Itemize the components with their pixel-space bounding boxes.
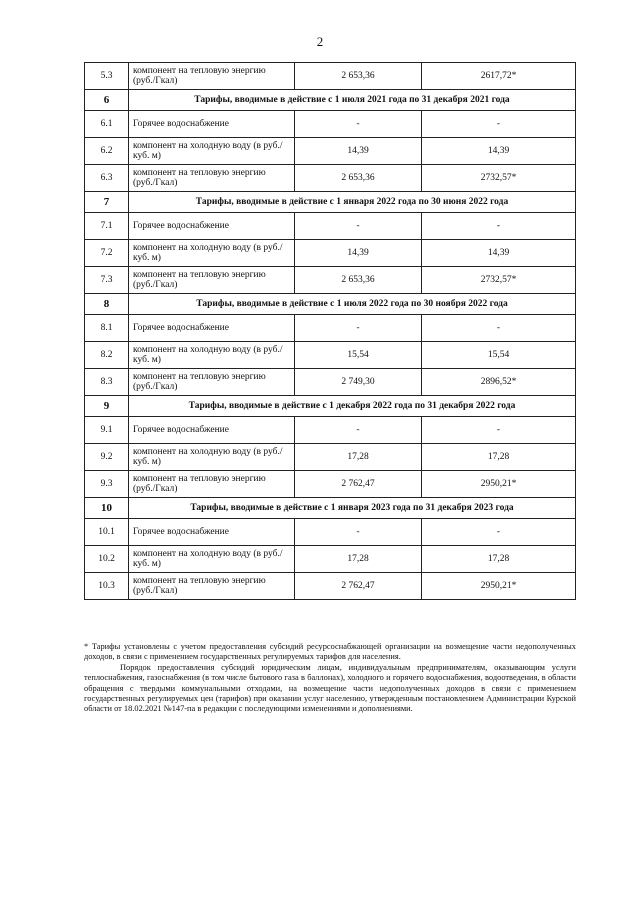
row-name: Горячее водоснабжение	[129, 519, 295, 546]
table-row	[85, 111, 576, 138]
table-row	[85, 417, 576, 444]
row-value-2: -	[422, 111, 576, 138]
row-value-1: 14,39	[295, 240, 422, 267]
row-name: компонент на холодную воду (в руб./куб. м)	[129, 240, 295, 267]
row-value-1: -	[295, 519, 422, 546]
row-value-2: 2950,21*	[422, 471, 576, 498]
table-row	[85, 444, 576, 471]
footnote	[84, 642, 576, 715]
table-row	[85, 546, 576, 573]
row-value-2: -	[422, 213, 576, 240]
row-name: компонент на тепловую энергию (руб./Гкал)	[129, 267, 295, 294]
table-row	[85, 165, 576, 192]
row-value-1: 14,39	[295, 138, 422, 165]
page-number: 2	[316, 34, 324, 49]
row-value-2: 2896,52*	[422, 369, 576, 396]
section-row	[85, 498, 576, 519]
row-number: 10.3	[85, 573, 129, 600]
section-period: Тарифы, вводимые в действие с 1 января 2023 года по 31 декабря 2023 года	[129, 498, 576, 519]
row-value-2: -	[422, 417, 576, 444]
row-value-1: -	[295, 315, 422, 342]
table-row	[85, 138, 576, 165]
row-value-1: 17,28	[295, 444, 422, 471]
row-name: Горячее водоснабжение	[129, 417, 295, 444]
section-row	[85, 90, 576, 111]
row-value-1: 2 653,36	[295, 165, 422, 192]
row-value-1: 2 749,30	[295, 369, 422, 396]
table-row	[85, 573, 576, 600]
row-value-1: 15,54	[295, 342, 422, 369]
row-name: компонент на тепловую энергию (руб./Гкал)	[129, 471, 295, 498]
footnote-order: Порядок предоставления субсидий юридическим лицам, индивидуальным предпринимателям, оказывающим услуги теплоснабжения, газоснабжения (в том числе бытового газа в баллонах), холодного и горячего водоснабжения, водоотведения, в области обращения с твердыми коммунальными отходами, на возмещение части недополученных доходов в связи с применением государственных регулируемых цен (тарифов) при оказании услуг населению, утвержденным постановлением Администрации Курской области от 18.02.2021 №147-па в редакции с последующими изменениями и дополнениями.	[84, 662, 576, 714]
row-value-2: 14,39	[422, 240, 576, 267]
section-number: 6	[85, 90, 129, 111]
section-number: 9	[85, 396, 129, 417]
row-value-2: 15,54	[422, 342, 576, 369]
section-number: 10	[85, 498, 129, 519]
row-number: 8.3	[85, 369, 129, 396]
row-name: Горячее водоснабжение	[129, 315, 295, 342]
row-value-2: 17,28	[422, 444, 576, 471]
row-name: компонент на тепловую энергию (руб./Гкал)	[129, 573, 295, 600]
row-value-1: 2 762,47	[295, 471, 422, 498]
table-row	[85, 342, 576, 369]
row-name: компонент на холодную воду (в руб./куб. м)	[129, 444, 295, 471]
row-number: 9.2	[85, 444, 129, 471]
row-number: 5.3	[85, 63, 129, 90]
row-number: 6.2	[85, 138, 129, 165]
row-value-1: -	[295, 111, 422, 138]
section-period: Тарифы, вводимые в действие с 1 декабря 2022 года по 31 декабря 2022 года	[129, 396, 576, 417]
tariff-table	[84, 62, 576, 600]
table-row	[85, 63, 576, 90]
table-row	[85, 519, 576, 546]
row-number: 10.2	[85, 546, 129, 573]
section-number: 7	[85, 192, 129, 213]
row-value-2: 17,28	[422, 546, 576, 573]
table-row	[85, 213, 576, 240]
row-name: Горячее водоснабжение	[129, 111, 295, 138]
row-number: 7.2	[85, 240, 129, 267]
row-number: 6.1	[85, 111, 129, 138]
row-name: компонент на тепловую энергию (руб./Гкал)	[129, 63, 295, 90]
row-value-2: 14,39	[422, 138, 576, 165]
row-name: Горячее водоснабжение	[129, 213, 295, 240]
row-number: 9.3	[85, 471, 129, 498]
row-name: компонент на тепловую энергию (руб./Гкал)	[129, 165, 295, 192]
row-name: компонент на холодную воду (в руб./куб. м)	[129, 546, 295, 573]
row-value-2: 2950,21*	[422, 573, 576, 600]
table-row	[85, 369, 576, 396]
row-value-1: -	[295, 213, 422, 240]
row-number: 6.3	[85, 165, 129, 192]
section-period: Тарифы, вводимые в действие с 1 января 2022 года по 30 июня 2022 года	[129, 192, 576, 213]
row-value-2: 2732,57*	[422, 165, 576, 192]
table-row	[85, 267, 576, 294]
row-value-2: 2732,57*	[422, 267, 576, 294]
section-row	[85, 294, 576, 315]
row-value-1: 2 762,47	[295, 573, 422, 600]
row-value-1: 17,28	[295, 546, 422, 573]
table-row	[85, 471, 576, 498]
row-number: 9.1	[85, 417, 129, 444]
table-row	[85, 315, 576, 342]
row-value-2: 2617,72*	[422, 63, 576, 90]
row-name: компонент на холодную воду (в руб./куб. м)	[129, 138, 295, 165]
row-value-2: -	[422, 519, 576, 546]
row-number: 10.1	[85, 519, 129, 546]
section-number: 8	[85, 294, 129, 315]
row-value-1: -	[295, 417, 422, 444]
row-value-1: 2 653,36	[295, 267, 422, 294]
row-name: компонент на холодную воду (в руб./куб. м)	[129, 342, 295, 369]
row-value-1: 2 653,36	[295, 63, 422, 90]
row-name: компонент на тепловую энергию (руб./Гкал)	[129, 369, 295, 396]
row-value-2: -	[422, 315, 576, 342]
row-number: 7.3	[85, 267, 129, 294]
section-row	[85, 192, 576, 213]
footnote-asterisk: * Тарифы установлены с учетом предоставления субсидий ресурсоснабжающей организации на возмещение части недополученных доходов, в связи с применением государственных регулируемых тарифов для населения.	[84, 642, 576, 662]
table-row	[85, 240, 576, 267]
row-number: 8.1	[85, 315, 129, 342]
section-period: Тарифы, вводимые в действие с 1 июля 2021 года по 31 декабря 2021 года	[129, 90, 576, 111]
section-period: Тарифы, вводимые в действие с 1 июля 2022 года по 30 ноября 2022 года	[129, 294, 576, 315]
section-row	[85, 396, 576, 417]
row-number: 7.1	[85, 213, 129, 240]
row-number: 8.2	[85, 342, 129, 369]
